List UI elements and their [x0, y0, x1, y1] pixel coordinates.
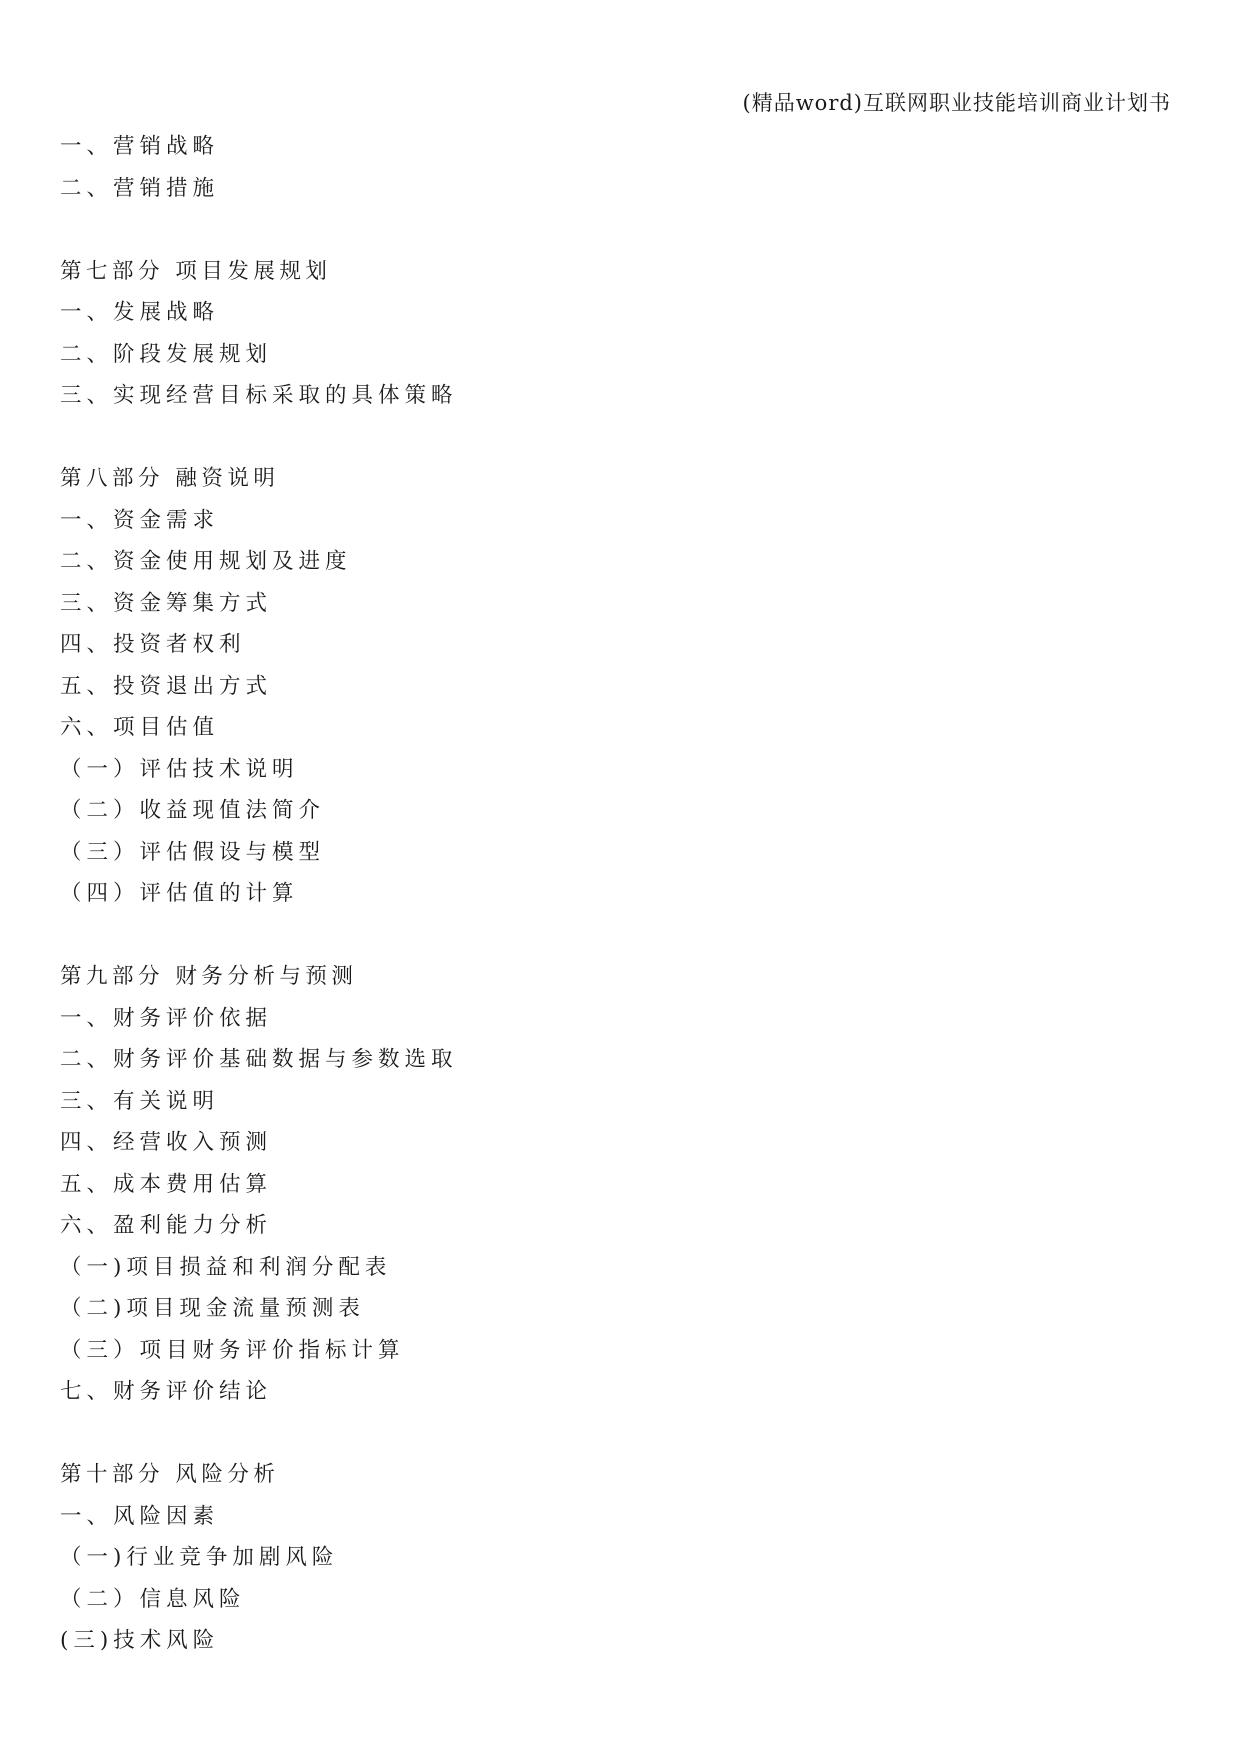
sub-list-item: （二）信息风险: [60, 1586, 246, 1612]
list-item: 一、营销战略: [60, 134, 220, 159]
sub-list-item: （四）评估值的计算: [60, 881, 299, 906]
section-heading: 第十部分 风险分析: [60, 1462, 280, 1487]
list-item: 三、资金筹集方式: [60, 590, 273, 616]
sub-list-item: （一)行业竞争加剧风险: [60, 1545, 339, 1570]
section-heading: 第八部分 融资说明: [60, 466, 280, 491]
sub-list-item: （一)项目损益和利润分配表: [60, 1254, 392, 1280]
sub-list-item: （三）项目财务评价指标计算: [60, 1337, 405, 1363]
sub-list-item: （三）评估假设与模型: [60, 839, 326, 865]
list-item: 一、发展战略: [60, 300, 220, 325]
list-item: 一、风险因素: [60, 1503, 220, 1529]
sub-list-item: （一）评估技术说明: [60, 756, 299, 782]
list-item: 五、成本费用估算: [60, 1171, 273, 1197]
list-item: 五、投资退出方式: [60, 673, 273, 699]
page-header: (精品word)互联网职业技能培训商业计划书: [742, 91, 1171, 115]
list-item: 六、盈利能力分析: [60, 1213, 273, 1238]
blank-line: [60, 209, 1160, 251]
list-item: 二、资金使用规划及进度: [60, 549, 352, 574]
sub-list-item: (三)技术风险: [60, 1628, 220, 1653]
list-item: 四、投资者权利: [60, 632, 246, 657]
sub-list-item: （二)项目现金流量预测表: [60, 1296, 365, 1321]
list-item: 四、经营收入预测: [60, 1130, 273, 1155]
list-item: 三、有关说明: [60, 1088, 220, 1114]
document-body: [60, 126, 1160, 1662]
blank-line: [60, 417, 1160, 459]
list-item: 一、资金需求: [60, 507, 220, 533]
list-item: 三、实现经营目标采取的具体策略: [60, 383, 458, 408]
list-item: 二、营销措施: [60, 175, 220, 201]
section-heading: 第七部分 项目发展规划: [60, 258, 332, 284]
list-item: 二、阶段发展规划: [60, 341, 273, 367]
list-item: 一、财务评价依据: [60, 1005, 273, 1031]
list-item: 六、项目估值: [60, 715, 220, 740]
sub-list-item: （二）收益现值法简介: [60, 798, 326, 823]
section-heading: 第九部分 财务分析与预测: [60, 964, 358, 989]
blank-line: [60, 915, 1160, 957]
list-item: 二、财务评价基础数据与参数选取: [60, 1047, 458, 1072]
list-item: 七、财务评价结论: [60, 1379, 273, 1404]
blank-line: [60, 1413, 1160, 1455]
